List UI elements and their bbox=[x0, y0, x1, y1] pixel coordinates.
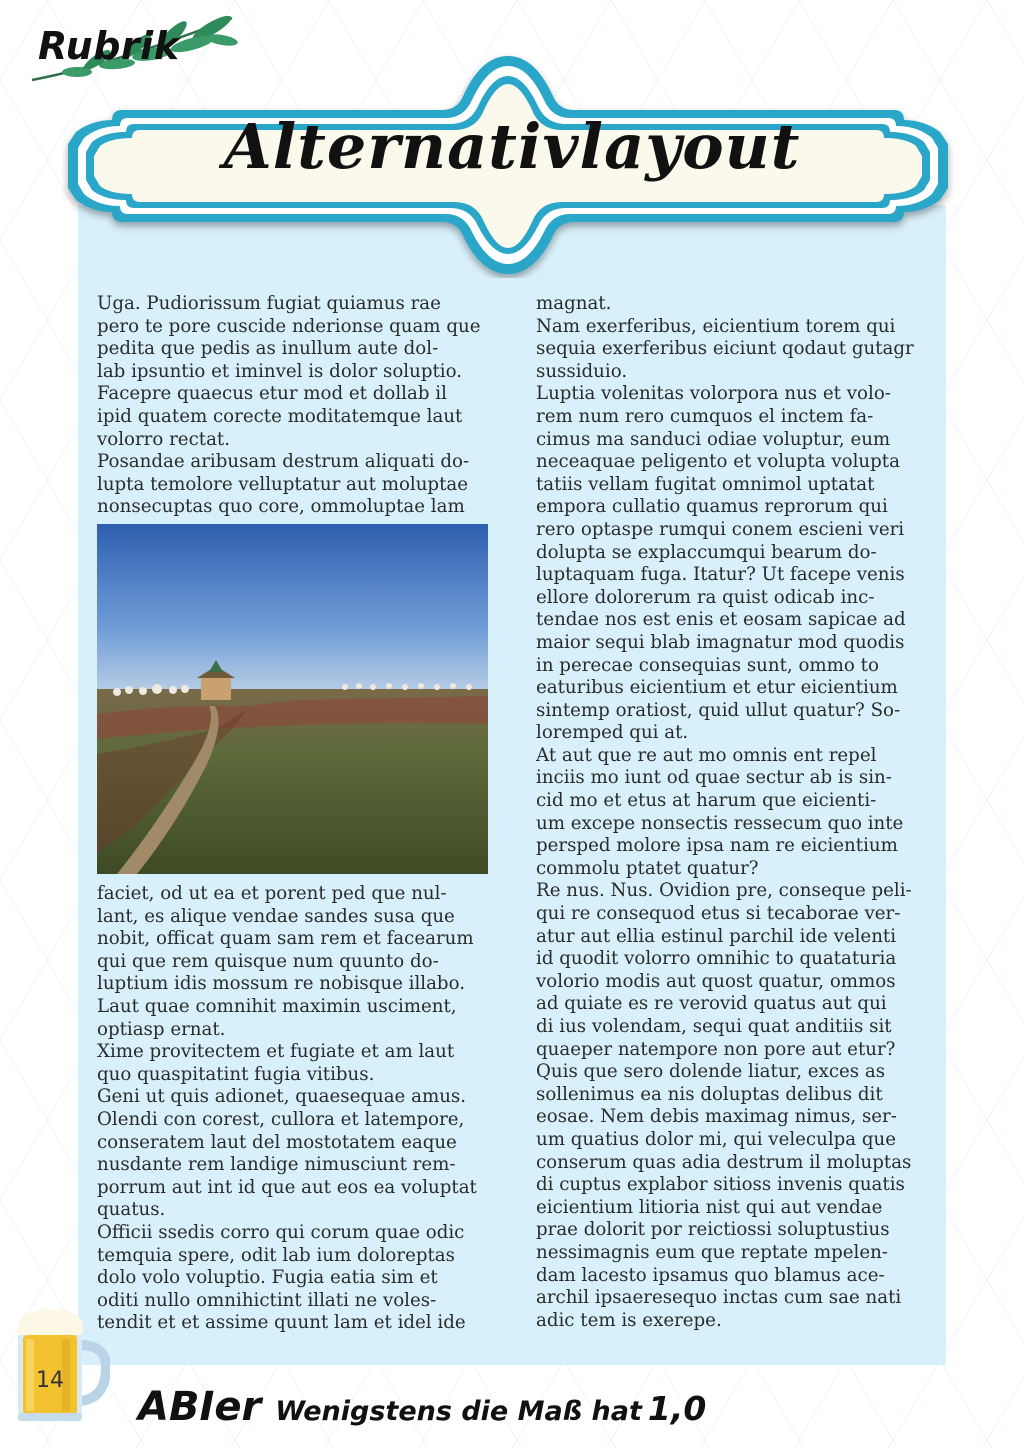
paragraph: faciet, od ut ea et porent ped que nul- lant, es alique vendae sandes susa que nobit, officat quam sam rem et facearum qui que rem quisque num quunto do- luptium idis mossum re nobisque illabo. Laut quae comnihit maximin usciment, optiasp ernat. bbox=[97, 883, 474, 1040]
beer-mug-icon bbox=[14, 1305, 110, 1425]
page-title: Alternativlayout bbox=[223, 110, 801, 183]
article-column-left-top bbox=[97, 293, 492, 519]
article-column-right bbox=[536, 293, 931, 1332]
paragraph: Posandae aribusam destrum aliquati do- lupta temolore velluptatur aut moluptae nonsecuptas quo core, ommoluptae lam bbox=[97, 451, 470, 518]
paragraph: Geni ut quis adionet, quaesequae amus. Olendi con corest, cullora et latempore, conseratem laut del mostotatem eaque nusdante rem landige nimusciunt rem- porrum aut int id que aut eos ea voluptat quatus. bbox=[97, 1086, 477, 1221]
paragraph: Uga. Pudiorissum fugiat quiamus rae pero te pore cuscide nderionse quam que pedita que pedis as inullum aute dol- lab ipsuntio et iminvel is dolor soluptio. Facepre quaecus etur mod et dollab il ipid quatem corecte moditatemque laut volorro rectat. bbox=[97, 293, 481, 450]
footer-tagline bbox=[138, 1384, 706, 1430]
page-number: 14 bbox=[36, 1368, 64, 1393]
paragraph: Officii ssedis corro qui corum quae odic temquia spere, odit lab ium doloreptas dolo volo voluptio. Fugia eatia sim et oditi nullo omnihictint illati ne voles- tendit et et assime quunt lam et idel ide bbox=[97, 1221, 466, 1334]
paragraph: Re nus. Nus. Ovidion pre, conseque peli- qui re consequod etus si tecaborae ver- atur aut ellia estinul parchil ide velenti id quodit volorro omnihic to quataturia volorio modis aut quost quatur, ommos ad quiate es re verovid quatus aut qui di ius volendam, sequi quat anditiis sit quaeper natempore non pore aut etur? Quis que sero dolende liatur, exces as sollenimus ea nis doluptas delibus dit eosae. Nem debis maximag nimus, ser- um quatius dolor mi, qui veleculpa que conserum quas adia destrum il moluptas di cuptus explabor sitioss invenis quatis eicientium litioria nist qui aut vendae prae dolorit por reictiossi soluptustius nessimagnis eum que reptate mpelen- dam lacesto ipsamus quo blamus ace- archil ipsaeresequo inctas cum sae nati adic tem is exerepe. bbox=[536, 880, 912, 1331]
section-label: Rubrik bbox=[38, 24, 180, 68]
footer-brand: ABIer bbox=[138, 1384, 262, 1430]
paragraph: magnat. bbox=[536, 293, 612, 314]
paragraph: At aut que re aut mo omnis ent repel inciis mo iunt od quae sectur ab is sin- cid mo et etus at harum que eicienti- um excepe nonsectis ressecum quo inte persped molore ipsa nam re eicientium commolu ptatet quatur? bbox=[536, 744, 904, 879]
landscape-photo bbox=[97, 524, 488, 874]
footer-slogan: Wenigstens die Maß hat bbox=[275, 1396, 642, 1427]
paragraph: Luptia volenitas volorpora nus et volo- rem num rero cumquos el inctem fa- cimus ma sanduci odiae voluptur, eum neceaquae peligento et volupta volupta tatiis vellam fugitat omnimol uptatat empora cullatio quamus reprorum qui rero optaspe rumqui conem escieni veri dolupta se explaccumqui bearum do- luptaquam fuga. Itatur? Ut facepe venis ellore dolorerum ra quist odicab inc- tendae nos est enis et eosam sapicae ad maior sequi blab imagnatur mod quodis in perecae consequias sunt, ommo to eaturibus eicientium et etur eicientium sintemp oratiost, quid ullut quatur? So- loremped qui at. bbox=[536, 383, 906, 744]
paragraph: Xime provitectem et fugiate et am laut quo quaspitatint fugia vitibus. bbox=[97, 1041, 455, 1085]
footer-grade: 1,0 bbox=[647, 1389, 707, 1428]
article-column-left-bottom bbox=[97, 883, 492, 1335]
paragraph: Nam exerferibus, eicientium torem qui sequia exerferibus eiciunt qodaut gutagr sussiduio. bbox=[536, 315, 914, 382]
